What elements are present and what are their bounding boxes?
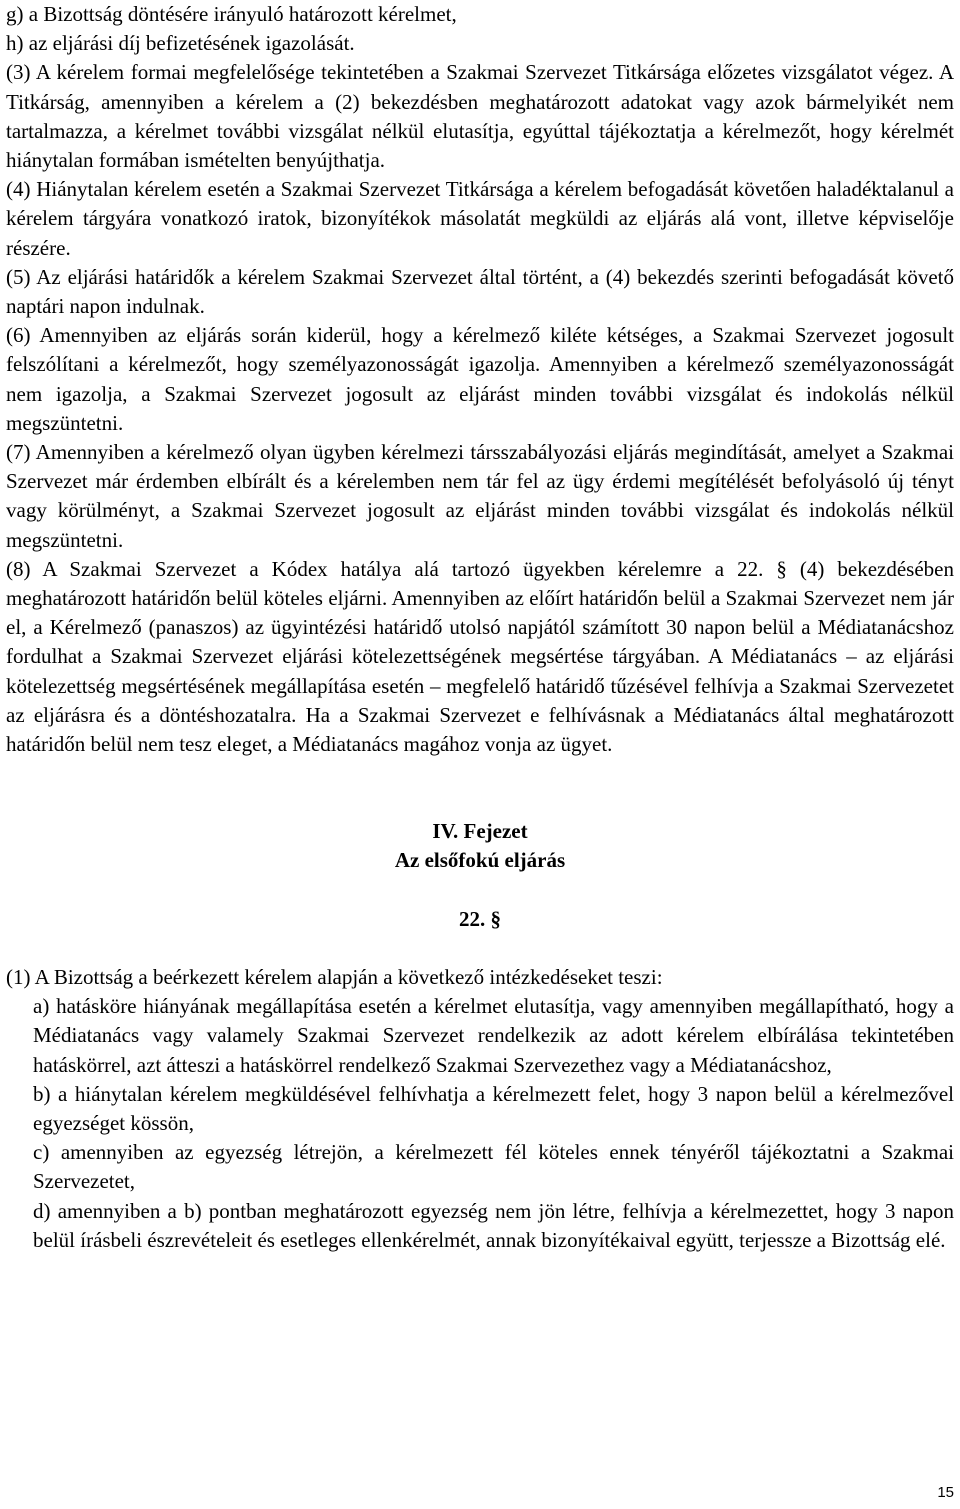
- page-number: 15: [937, 1484, 954, 1501]
- chapter-title: Az elsőfokú eljárás: [394, 848, 566, 873]
- paragraph-4: (4) Hiánytalan kérelem esetén a Szakmai Szervezet Titkársága a kérelem befogadását követően haladéktalanul a kérelem tárgyára vonatkozó iratok, bizonyítékok másolatát megküldi az eljárás alá vont, illetve képviselője részére.: [6, 177, 954, 260]
- paragraph-6: (6) Amennyiben az eljárás során kiderül, hogy a kérelmező kiléte kétséges, a Szakmai Szervezet jogosult felszólítani a kérelmezőt, hogy személyazonosságát igazolja. Amennyiben a kérelmező személyazonosságát nem igazolja, a Szakmai Szervezet jogosult az eljárást minden további vizsgálat és indokolás nélkül megszüntetni.: [6, 323, 954, 435]
- paragraph-5: (5) Az eljárási határidők a kérelem Szakmai Szervezet által történt, a (4) bekezdés szerinti befogadását követő naptári napon indulnak.: [6, 264, 954, 319]
- spacer: [6, 759, 954, 817]
- paragraph-3: (3) A kérelem formai megfelelősége tekintetében a Szakmai Szervezet Titkársága előzetes vizsgálatot végez. A Titkárság, amennyiben a kérelem a (2) bekezdésben meghatározott adatokat vagy azok bármelyikét nem tartalmazza, a kérelmet további vizsgálat nélkül elutasítja, egyúttal tájékoztatja a kérelmezőt, hogy kérelmét hiánytalan formában ismételten benyújthatja.: [6, 60, 954, 173]
- section-intro: (1) A Bizottság a beérkezett kérelem alapján a következő intézkedéseket teszi:: [6, 964, 663, 989]
- section-item-d: d) amennyiben a b) pontban meghatározott egyezség nem jön létre, felhívja a kérelmezettet, hogy 3 napon belül írásbeli észrevételeit és esetleges ellenkérelmét, annak bizonyítékaival együtt, terjessze a Bizottság elé.: [33, 1198, 954, 1252]
- section-item-a: a) hatásköre hiányának megállapítása esetén a kérelmet elutasítja, vagy amennyiben megállapítható, hogy a Médiatanács vagy valamely Szakmai Szervezet rendelkezik az adott kérelem elbírálása tekintetében hatáskörrel, azt átteszi a hatáskörrel rendelkező Szakmai Szervezethez vagy a Médiatanácshoz,: [33, 994, 954, 1077]
- section-item-b: b) a hiánytalan kérelem megküldésével felhívhatja a kérelmezett felet, hogy 3 napon belül a kérelmezővel egyezséget kössön,: [33, 1081, 954, 1135]
- spacer: [6, 934, 954, 963]
- document-page: [6, 0, 954, 1255]
- section-title: 22. §: [459, 906, 501, 931]
- paragraph-7: (7) Amennyiben a kérelmező olyan ügyben kérelmezi társszabályozási eljárás megindítását, amelyet a Szakmai Szervezet már érdemben elbírált és a kérelemben nem tár fel az ügy érdemi megítélését befolyásoló új tényt vagy körülményt, a Szakmai Szervezet jogosult az eljárást minden további vizsgálat és indokolás nélkül megszüntetni.: [6, 440, 954, 552]
- paragraph-g: g) a Bizottság döntésére irányuló határozott kérelmet,: [6, 2, 457, 26]
- paragraph-8: (8) A Szakmai Szervezet a Kódex hatálya alá tartozó ügyekben kérelemre a 22. § (4) bekezdésében meghatározott határidőn belül köteles eljárni. Amennyiben az előírt határidőn belül a Szakmai Szervezet nem jár el, a Kérelmező (panaszos) az ügyintézési határidő utolsó napjától számított 30 napon belül a Médiatanácshoz fordulhat a Szakmai Szervezet eljárási kötelezettségének megsértése tárgyában. A Médiatanács – az eljárási kötelezettség megsértésének megállapítása esetén – megfelelő határidő tűzésével felhívja a Szakmai Szervezetet az eljárásra és a döntéshozatalra. Ha a Szakmai Szervezet e felhívásnak a Médiatanács által meghatározott határidőn belül nem tesz eleget, a Médiatanács magához vonja az ügyet.: [6, 556, 954, 757]
- paragraph-h: h) az eljárási díj befizetésének igazolását.: [6, 31, 355, 56]
- chapter-number: IV. Fejezet: [432, 819, 528, 844]
- section-item-c: c) amennyiben az egyezség létrejön, a kérelmezett fél köteles ennek tényéről tájékoztatni a Szakmai Szervezetet,: [33, 1140, 954, 1194]
- spacer: [6, 876, 954, 905]
